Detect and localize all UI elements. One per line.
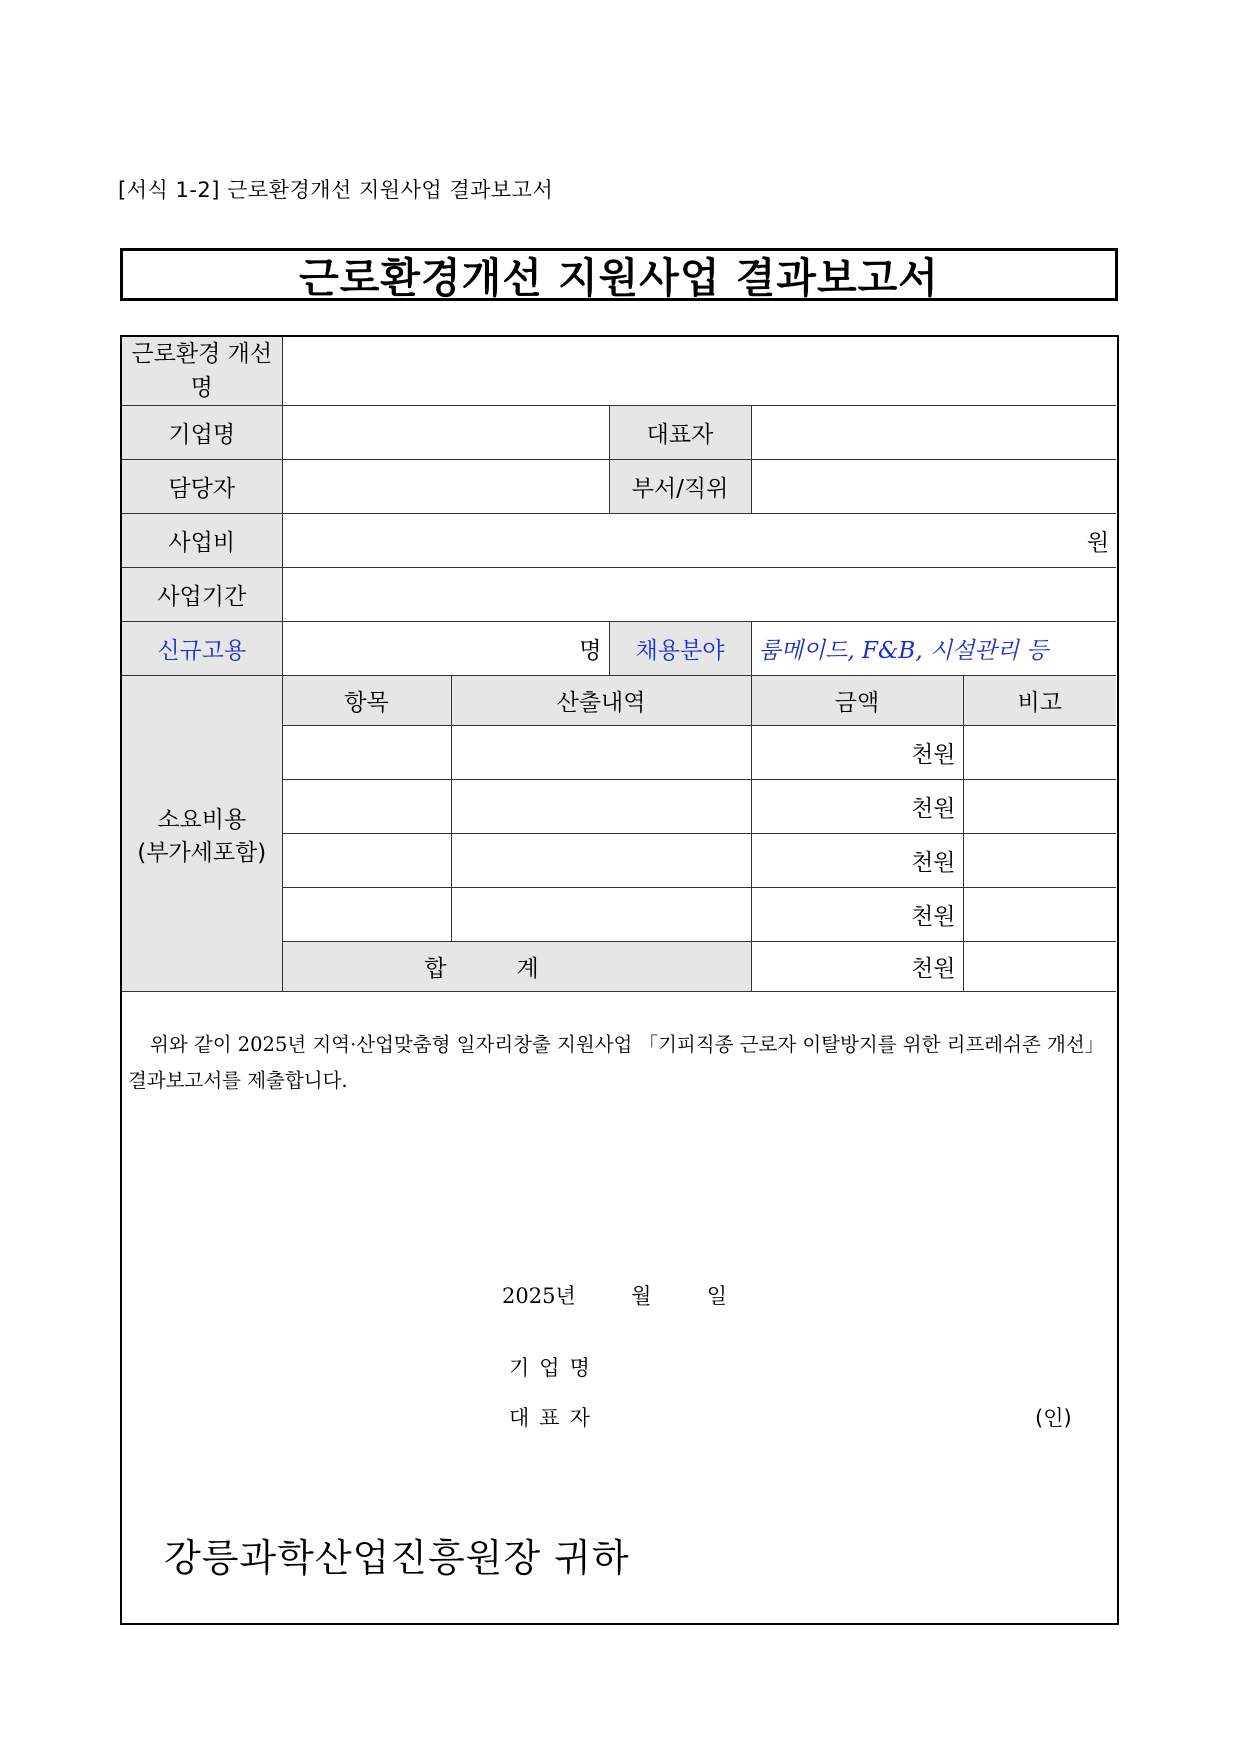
manager-field[interactable] [282,460,609,514]
cost-section-subtitle: (부가세포함) [137,839,267,866]
row-company [122,406,1116,460]
cost-total-label [282,942,751,992]
cost-detail-field[interactable] [451,780,751,834]
cost-header-note: 비고 [963,676,1116,726]
cost-section-label [122,676,282,992]
cost-note-field[interactable] [963,780,1116,834]
company-name-field[interactable] [282,406,609,460]
representative-field[interactable] [751,406,1116,460]
budget-label: 사업비 [122,514,282,568]
row-improvement-name [122,337,1116,406]
report-table [122,337,1116,992]
cost-total-text: 합계 [424,956,609,982]
cost-item-field[interactable] [282,888,451,942]
cost-section-title: 소요비용 [157,806,247,833]
date-line [502,1280,727,1310]
addressee: 강릉과학산업진흥원장 귀하 [164,1536,630,1580]
cost-amount-field[interactable] [751,888,963,942]
representative-label: 대표자 [609,406,751,460]
period-field[interactable] [282,568,1116,622]
seal-mark: (인) [1035,1406,1072,1430]
department-field[interactable] [751,460,1116,514]
row-new-hire [122,622,1116,676]
form-caption: [서식 1-2] 근로환경개선 지원사업 결과보고서 [118,178,554,202]
cost-total-note[interactable] [963,942,1116,992]
cost-amount-field[interactable] [751,834,963,888]
cost-total-unit: 천원 [911,956,956,982]
row-budget [122,514,1116,568]
budget-unit: 원 [1086,530,1110,556]
manager-label: 담당자 [122,460,282,514]
cost-header-amount: 금액 [751,676,963,726]
hire-field-field[interactable] [751,622,1116,676]
row-manager [122,460,1116,514]
cost-amount-field[interactable] [751,780,963,834]
date-day: 일 [706,1284,728,1308]
cost-total-amount[interactable] [751,942,963,992]
cost-detail-field[interactable] [451,888,751,942]
date-month: 월 [631,1284,652,1308]
submission-statement: 위와 같이 2025년 지역·산업맞춤형 일자리창출 지원사업 「기피직종 근로자 이탈방지를 위한 리프레쉬존 개선」 결과보고서를 제출합니다. [128,1033,1105,1092]
date-year: 2025년 [502,1284,576,1308]
cost-unit: 천원 [911,904,956,930]
report-form [120,335,1119,1625]
company-name-label: 기업명 [122,406,282,460]
improvement-name-label: 근로환경 개선명 [122,337,282,406]
department-label: 부서/직위 [609,460,751,514]
cost-item-field[interactable] [282,834,451,888]
cost-amount-field[interactable] [751,726,963,780]
hire-field-label: 채용분야 [609,622,751,676]
cost-note-field[interactable] [963,834,1116,888]
period-label: 사업기간 [122,568,282,622]
cost-header-detail: 산출내역 [451,676,751,726]
cost-item-field[interactable] [282,780,451,834]
cost-note-field[interactable] [963,726,1116,780]
new-hire-label: 신규고용 [122,622,282,676]
hire-field-example: 룸메이드, F&B, 시설관리 등 [758,638,1049,664]
improvement-name-field[interactable] [282,337,1116,406]
cost-unit: 천원 [911,796,956,822]
cost-item-field[interactable] [282,726,451,780]
signature-representative-label: 대표자 [509,1406,600,1430]
new-hire-field[interactable] [282,622,609,676]
cost-header-row [122,676,1116,726]
cost-detail-field[interactable] [451,726,751,780]
cost-header-item: 항목 [282,676,451,726]
title-box [120,248,1118,301]
cost-unit: 천원 [911,850,956,876]
cost-detail-field[interactable] [451,834,751,888]
budget-field[interactable] [282,514,1116,568]
row-period [122,568,1116,622]
document-title: 근로환경개선 지원사업 결과보고서 [299,254,939,302]
new-hire-unit: 명 [579,638,602,664]
cost-unit: 천원 [911,742,956,768]
cost-note-field[interactable] [963,888,1116,942]
signature-company-label: 기업명 [509,1356,600,1380]
